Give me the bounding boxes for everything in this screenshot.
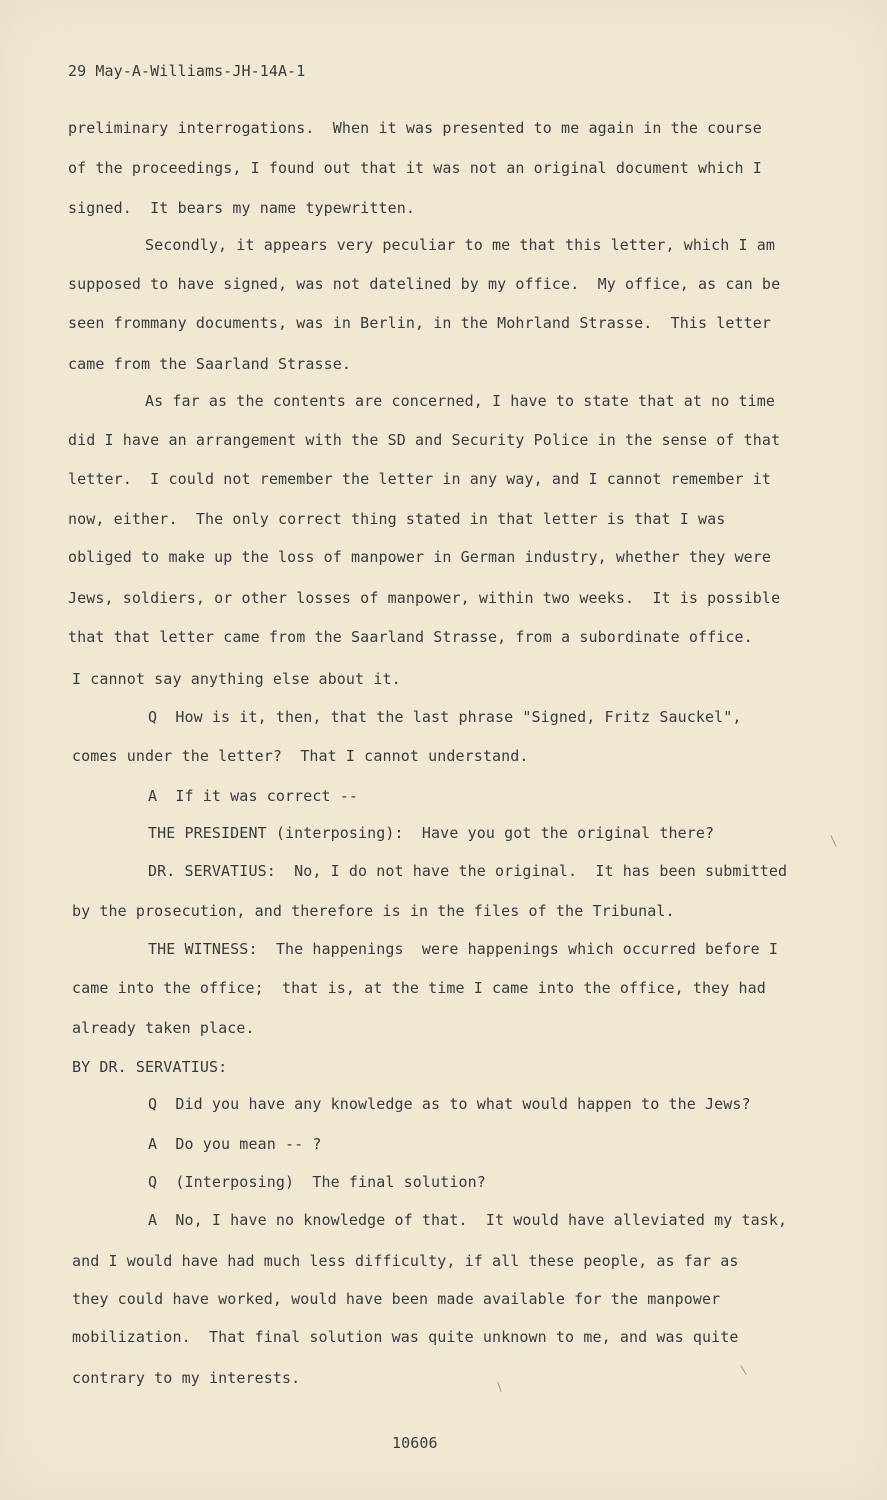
text-line: contrary to my interests. [72, 1369, 301, 1387]
text-line: did I have an arrangement with the SD and Security Police in the sense of that [68, 431, 781, 449]
page-number: 10606 [392, 1434, 438, 1452]
text-line: by the prosecution, and therefore is in the files of the Tribunal. [72, 902, 675, 920]
text-line: THE PRESIDENT (interposing): Have you got the original there? [148, 824, 715, 842]
text-line: supposed to have signed, was not datelined by my office. My office, as can be [68, 275, 781, 293]
text-line: came from the Saarland Strasse. [68, 355, 352, 373]
text-line: already taken place. [72, 1019, 255, 1037]
text-line: Q (Interposing) The final solution? [148, 1173, 486, 1191]
text-line: As far as the contents are concerned, I have to state that at no time [145, 392, 776, 410]
text-line: mobilization. That final solution was quite unknown to me, and was quite [72, 1328, 739, 1346]
text-line: they could have worked, would have been made available for the manpower [72, 1290, 721, 1308]
text-line: comes under the letter? That I cannot understand. [72, 747, 529, 765]
text-line: came into the office; that is, at the time I came into the office, they had [72, 979, 766, 997]
text-line: THE WITNESS: The happenings were happenings which occurred before I [148, 940, 779, 958]
text-line: A Do you mean -- ? [148, 1135, 322, 1153]
text-line: signed. It bears my name typewritten. [68, 199, 415, 217]
text-line: BY DR. SERVATIUS: [72, 1058, 228, 1076]
text-line: seen frommany documents, was in Berlin, in the Mohrland Strasse. This letter [68, 314, 772, 332]
stray-mark [741, 1365, 747, 1374]
text-line: I cannot say anything else about it. [72, 670, 401, 688]
stray-mark [497, 1382, 501, 1392]
text-line: obliged to make up the loss of manpower in German industry, whether they were [68, 548, 772, 566]
text-line: Q How is it, then, that the last phrase "Signed, Fritz Sauckel", [148, 708, 742, 726]
text-line: Secondly, it appears very peculiar to me that this letter, which I am [145, 236, 776, 254]
text-line: Q Did you have any knowledge as to what would happen to the Jews? [148, 1095, 751, 1113]
stray-mark [831, 835, 837, 846]
page-header: 29 May-A-Williams-JH-14A-1 [68, 62, 306, 80]
text-line: DR. SERVATIUS: No, I do not have the original. It has been submitted [148, 862, 788, 880]
text-line: letter. I could not remember the letter in any way, and I cannot remember it [68, 470, 772, 488]
text-line: now, either. The only correct thing stated in that letter is that I was [68, 510, 726, 528]
text-line: Jews, soldiers, or other losses of manpower, within two weeks. It is possible [68, 589, 781, 607]
text-line: A If it was correct -- [148, 787, 359, 805]
text-line: preliminary interrogations. When it was presented to me again in the course [68, 119, 762, 137]
text-line: of the proceedings, I found out that it was not an original document which I [68, 159, 762, 177]
text-line: that that letter came from the Saarland Strasse, from a subordinate office. [68, 628, 753, 646]
text-line: and I would have had much less difficulty, if all these people, as far as [72, 1252, 739, 1270]
text-line: A No, I have no knowledge of that. It would have alleviated my task, [148, 1211, 788, 1229]
